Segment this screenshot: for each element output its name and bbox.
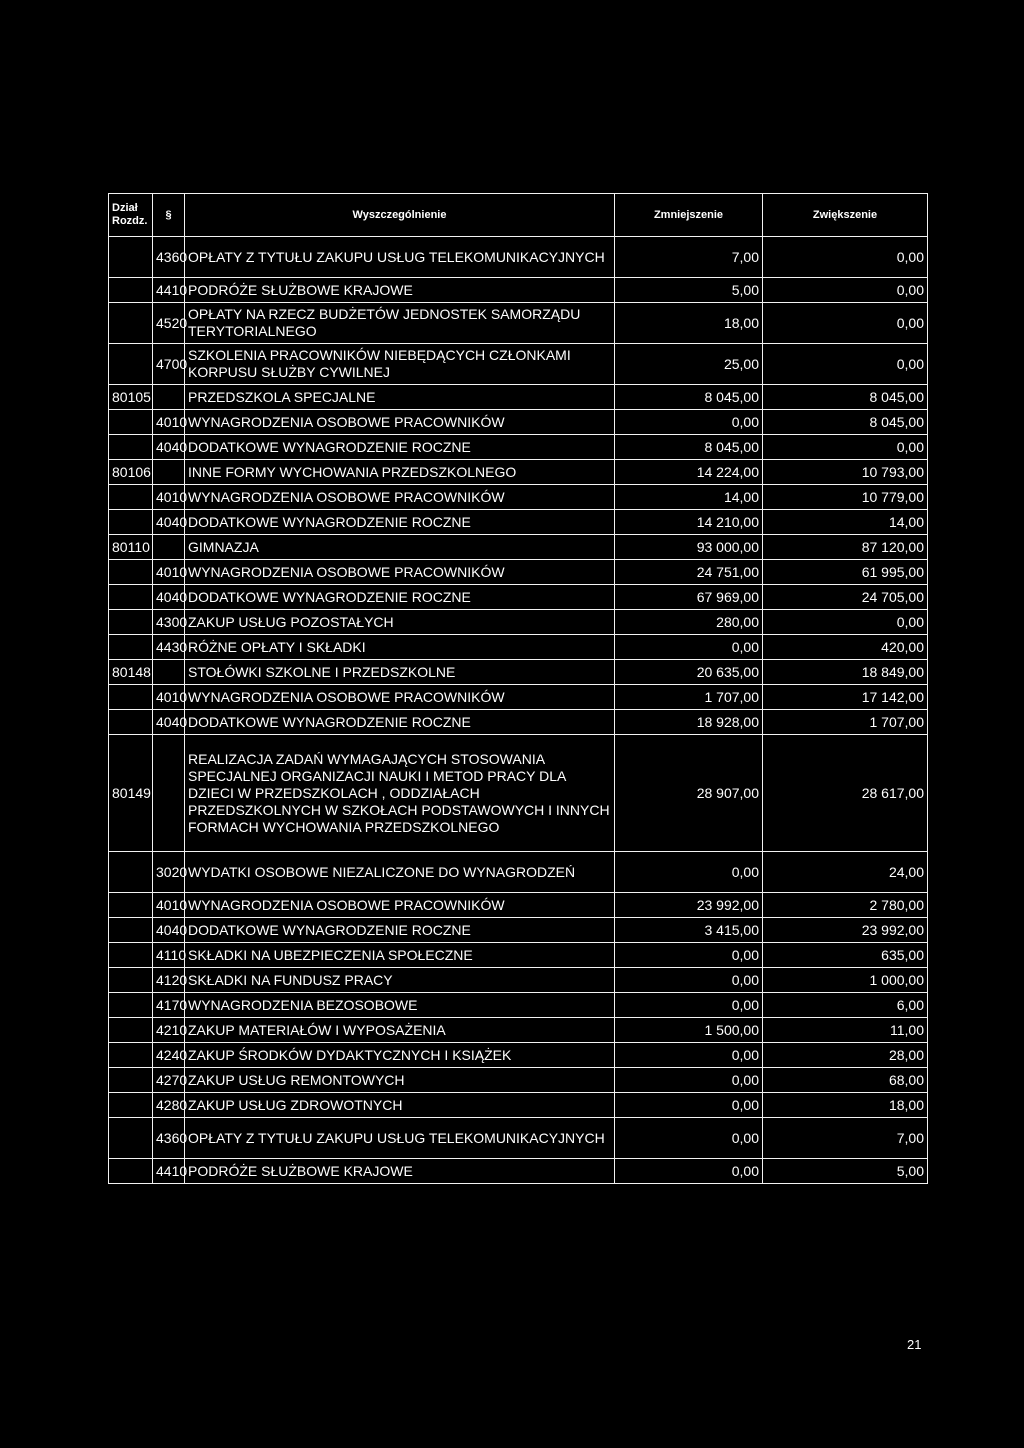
table-row	[109, 385, 928, 410]
table-body	[109, 237, 928, 1184]
cell-dzial	[109, 635, 153, 660]
cell-dzial	[109, 485, 153, 510]
cell-description: GIMNAZJA	[185, 535, 615, 560]
header-rozdz: Rozdz.	[112, 215, 148, 227]
cell-decrease: 0,00	[615, 1159, 763, 1184]
cell-decrease: 23 992,00	[615, 893, 763, 918]
cell-decrease: 0,00	[615, 993, 763, 1018]
table-row	[109, 893, 928, 918]
cell-description: DODATKOWE WYNAGRODZENIE ROCZNE	[185, 510, 615, 535]
table-header-row	[109, 194, 928, 237]
cell-description: ZAKUP ŚRODKÓW DYDAKTYCZNYCH I KSIĄŻEK	[185, 1043, 615, 1068]
cell-increase: 18,00	[763, 1093, 928, 1118]
header-decrease: Zmniejszenie	[615, 194, 763, 237]
cell-description: DODATKOWE WYNAGRODZENIE ROCZNE	[185, 585, 615, 610]
cell-increase: 0,00	[763, 303, 928, 344]
cell-paragraf: 4110	[153, 943, 185, 968]
cell-increase: 0,00	[763, 610, 928, 635]
cell-increase: 0,00	[763, 237, 928, 278]
cell-decrease: 1 500,00	[615, 1018, 763, 1043]
cell-paragraf: 4410	[153, 278, 185, 303]
cell-increase: 28 617,00	[763, 735, 928, 852]
cell-increase: 1 000,00	[763, 968, 928, 993]
cell-increase: 8 045,00	[763, 410, 928, 435]
cell-description: PODRÓŻE SŁUŻBOWE KRAJOWE	[185, 1159, 615, 1184]
table-row	[109, 278, 928, 303]
cell-increase: 18 849,00	[763, 660, 928, 685]
cell-dzial	[109, 435, 153, 460]
cell-dzial	[109, 685, 153, 710]
cell-description: INNE FORMY WYCHOWANIA PRZEDSZKOLNEGO	[185, 460, 615, 485]
table-row	[109, 610, 928, 635]
table-row	[109, 435, 928, 460]
cell-decrease: 18,00	[615, 303, 763, 344]
cell-decrease: 0,00	[615, 1068, 763, 1093]
cell-decrease: 0,00	[615, 1043, 763, 1068]
cell-paragraf: 4360	[153, 237, 185, 278]
cell-decrease: 67 969,00	[615, 585, 763, 610]
table-row	[109, 1118, 928, 1159]
cell-description: ZAKUP USŁUG POZOSTAŁYCH	[185, 610, 615, 635]
table-row	[109, 685, 928, 710]
table-row	[109, 410, 928, 435]
cell-paragraf: 4700	[153, 344, 185, 385]
cell-decrease: 3 415,00	[615, 918, 763, 943]
cell-paragraf: 4010	[153, 485, 185, 510]
header-increase: Zwiększenie	[763, 194, 928, 237]
cell-description: STOŁÓWKI SZKOLNE I PRZEDSZKOLNE	[185, 660, 615, 685]
cell-increase: 11,00	[763, 1018, 928, 1043]
cell-paragraf: 4170	[153, 993, 185, 1018]
table-row	[109, 852, 928, 893]
cell-dzial	[109, 1043, 153, 1068]
cell-decrease: 20 635,00	[615, 660, 763, 685]
cell-decrease: 0,00	[615, 410, 763, 435]
cell-description: SZKOLENIA PRACOWNIKÓW NIEBĘDĄCYCH CZŁONKAMI KORPUSU SŁUŻBY CYWILNEJ	[185, 344, 615, 385]
cell-decrease: 28 907,00	[615, 735, 763, 852]
cell-paragraf: 4040	[153, 918, 185, 943]
cell-paragraf: 4280	[153, 1093, 185, 1118]
cell-description: DODATKOWE WYNAGRODZENIE ROCZNE	[185, 710, 615, 735]
cell-dzial	[109, 943, 153, 968]
cell-dzial	[109, 510, 153, 535]
cell-paragraf: 4210	[153, 1018, 185, 1043]
cell-paragraf: 4430	[153, 635, 185, 660]
cell-description: SKŁADKI NA UBEZPIECZENIA SPOŁECZNE	[185, 943, 615, 968]
budget-table	[108, 193, 928, 1184]
cell-dzial: 80110	[109, 535, 153, 560]
cell-decrease: 25,00	[615, 344, 763, 385]
cell-description: WYNAGRODZENIA OSOBOWE PRACOWNIKÓW	[185, 485, 615, 510]
cell-increase: 0,00	[763, 278, 928, 303]
cell-description: DODATKOWE WYNAGRODZENIE ROCZNE	[185, 435, 615, 460]
cell-increase: 0,00	[763, 344, 928, 385]
cell-dzial	[109, 710, 153, 735]
cell-decrease: 5,00	[615, 278, 763, 303]
table-row	[109, 968, 928, 993]
cell-paragraf	[153, 460, 185, 485]
cell-dzial	[109, 1118, 153, 1159]
cell-dzial	[109, 303, 153, 344]
cell-increase: 10 779,00	[763, 485, 928, 510]
cell-decrease: 0,00	[615, 852, 763, 893]
cell-dzial	[109, 560, 153, 585]
cell-description: PODRÓŻE SŁUŻBOWE KRAJOWE	[185, 278, 615, 303]
cell-increase: 24 705,00	[763, 585, 928, 610]
table-row	[109, 344, 928, 385]
table-row	[109, 485, 928, 510]
cell-decrease: 93 000,00	[615, 535, 763, 560]
table-row	[109, 918, 928, 943]
cell-decrease: 8 045,00	[615, 385, 763, 410]
table-row	[109, 535, 928, 560]
cell-increase: 68,00	[763, 1068, 928, 1093]
cell-increase: 7,00	[763, 1118, 928, 1159]
cell-dzial	[109, 993, 153, 1018]
cell-increase: 14,00	[763, 510, 928, 535]
table-row	[109, 237, 928, 278]
cell-decrease: 7,00	[615, 237, 763, 278]
table-row	[109, 993, 928, 1018]
cell-description: WYNAGRODZENIA OSOBOWE PRACOWNIKÓW	[185, 893, 615, 918]
cell-paragraf	[153, 385, 185, 410]
table-row	[109, 585, 928, 610]
cell-paragraf: 4410	[153, 1159, 185, 1184]
cell-dzial	[109, 585, 153, 610]
cell-increase: 420,00	[763, 635, 928, 660]
table-row	[109, 710, 928, 735]
table-row	[109, 1018, 928, 1043]
cell-dzial	[109, 1018, 153, 1043]
table-row	[109, 460, 928, 485]
cell-increase: 28,00	[763, 1043, 928, 1068]
table-row	[109, 635, 928, 660]
cell-description: OPŁATY Z TYTUŁU ZAKUPU USŁUG TELEKOMUNIKACYJNYCH	[185, 1118, 615, 1159]
cell-description: ZAKUP USŁUG ZDROWOTNYCH	[185, 1093, 615, 1118]
cell-decrease: 8 045,00	[615, 435, 763, 460]
table-row	[109, 1068, 928, 1093]
cell-description: PRZEDSZKOLA SPECJALNE	[185, 385, 615, 410]
cell-paragraf: 4360	[153, 1118, 185, 1159]
cell-increase: 61 995,00	[763, 560, 928, 585]
table-row	[109, 510, 928, 535]
cell-dzial: 80149	[109, 735, 153, 852]
cell-description: WYDATKI OSOBOWE NIEZALICZONE DO WYNAGRODZEŃ	[185, 852, 615, 893]
cell-increase: 635,00	[763, 943, 928, 968]
cell-description: WYNAGRODZENIA OSOBOWE PRACOWNIKÓW	[185, 685, 615, 710]
cell-decrease: 14 224,00	[615, 460, 763, 485]
cell-increase: 24,00	[763, 852, 928, 893]
header-dzial-rozdz	[109, 194, 153, 237]
cell-increase: 8 045,00	[763, 385, 928, 410]
cell-dzial	[109, 1159, 153, 1184]
cell-decrease: 0,00	[615, 635, 763, 660]
cell-decrease: 14,00	[615, 485, 763, 510]
cell-description: SKŁADKI NA FUNDUSZ PRACY	[185, 968, 615, 993]
cell-description: WYNAGRODZENIA OSOBOWE PRACOWNIKÓW	[185, 410, 615, 435]
header-description: Wyszczególnienie	[185, 194, 615, 237]
page-number: 21	[907, 1337, 922, 1352]
cell-decrease: 0,00	[615, 943, 763, 968]
cell-increase: 2 780,00	[763, 893, 928, 918]
cell-dzial	[109, 893, 153, 918]
cell-paragraf: 4040	[153, 585, 185, 610]
cell-dzial	[109, 237, 153, 278]
cell-decrease: 0,00	[615, 1093, 763, 1118]
cell-dzial	[109, 610, 153, 635]
cell-increase: 5,00	[763, 1159, 928, 1184]
cell-dzial	[109, 852, 153, 893]
cell-decrease: 14 210,00	[615, 510, 763, 535]
cell-dzial	[109, 918, 153, 943]
cell-paragraf	[153, 535, 185, 560]
cell-paragraf: 4040	[153, 510, 185, 535]
cell-dzial	[109, 968, 153, 993]
cell-description: ZAKUP USŁUG REMONTOWYCH	[185, 1068, 615, 1093]
cell-dzial	[109, 410, 153, 435]
cell-increase: 1 707,00	[763, 710, 928, 735]
cell-paragraf: 4270	[153, 1068, 185, 1093]
table-row	[109, 1043, 928, 1068]
cell-paragraf: 4240	[153, 1043, 185, 1068]
cell-paragraf: 4300	[153, 610, 185, 635]
header-dzial: Dział	[112, 202, 138, 214]
cell-decrease: 24 751,00	[615, 560, 763, 585]
cell-description: WYNAGRODZENIA BEZOSOBOWE	[185, 993, 615, 1018]
table-row	[109, 303, 928, 344]
cell-increase: 6,00	[763, 993, 928, 1018]
cell-description: OPŁATY Z TYTUŁU ZAKUPU USŁUG TELEKOMUNIKACYJNYCH	[185, 237, 615, 278]
cell-paragraf: 4120	[153, 968, 185, 993]
cell-description: RÓŻNE OPŁATY I SKŁADKI	[185, 635, 615, 660]
cell-decrease: 18 928,00	[615, 710, 763, 735]
cell-decrease: 280,00	[615, 610, 763, 635]
cell-description: OPŁATY NA RZECZ BUDŻETÓW JEDNOSTEK SAMORZĄDU TERYTORIALNEGO	[185, 303, 615, 344]
table-row	[109, 660, 928, 685]
cell-paragraf: 4010	[153, 685, 185, 710]
cell-dzial	[109, 278, 153, 303]
cell-dzial: 80106	[109, 460, 153, 485]
cell-paragraf: 3020	[153, 852, 185, 893]
cell-increase: 23 992,00	[763, 918, 928, 943]
cell-increase: 0,00	[763, 435, 928, 460]
cell-paragraf	[153, 735, 185, 852]
cell-description: DODATKOWE WYNAGRODZENIE ROCZNE	[185, 918, 615, 943]
table-row	[109, 943, 928, 968]
cell-paragraf: 4010	[153, 893, 185, 918]
cell-increase: 10 793,00	[763, 460, 928, 485]
cell-description: ZAKUP MATERIAŁÓW I WYPOSAŻENIA	[185, 1018, 615, 1043]
cell-description: REALIZACJA ZADAŃ WYMAGAJĄCYCH STOSOWANIA SPECJALNEJ ORGANIZACJI NAUKI I METOD PRACY DLA DZIECI W PRZEDSZKOLACH , ODDZIAŁACH PRZEDSZKOLNYCH W SZKOŁACH PODSTAWOWYCH I INNYCH FORMACH WYCHOWANIA PRZEDSZKOLNEGO	[185, 735, 615, 852]
cell-dzial: 80105	[109, 385, 153, 410]
cell-decrease: 0,00	[615, 968, 763, 993]
cell-decrease: 0,00	[615, 1118, 763, 1159]
cell-paragraf: 4010	[153, 410, 185, 435]
cell-paragraf: 4040	[153, 710, 185, 735]
cell-paragraf: 4520	[153, 303, 185, 344]
table-row	[109, 560, 928, 585]
cell-dzial	[109, 1093, 153, 1118]
cell-paragraf: 4010	[153, 560, 185, 585]
cell-decrease: 1 707,00	[615, 685, 763, 710]
cell-increase: 87 120,00	[763, 535, 928, 560]
cell-description: WYNAGRODZENIA OSOBOWE PRACOWNIKÓW	[185, 560, 615, 585]
cell-dzial: 80148	[109, 660, 153, 685]
cell-dzial	[109, 344, 153, 385]
cell-increase: 17 142,00	[763, 685, 928, 710]
table-row	[109, 735, 928, 852]
cell-paragraf	[153, 660, 185, 685]
header-paragraf: §	[153, 194, 185, 237]
cell-dzial	[109, 1068, 153, 1093]
table-row	[109, 1159, 928, 1184]
table-row	[109, 1093, 928, 1118]
cell-paragraf: 4040	[153, 435, 185, 460]
